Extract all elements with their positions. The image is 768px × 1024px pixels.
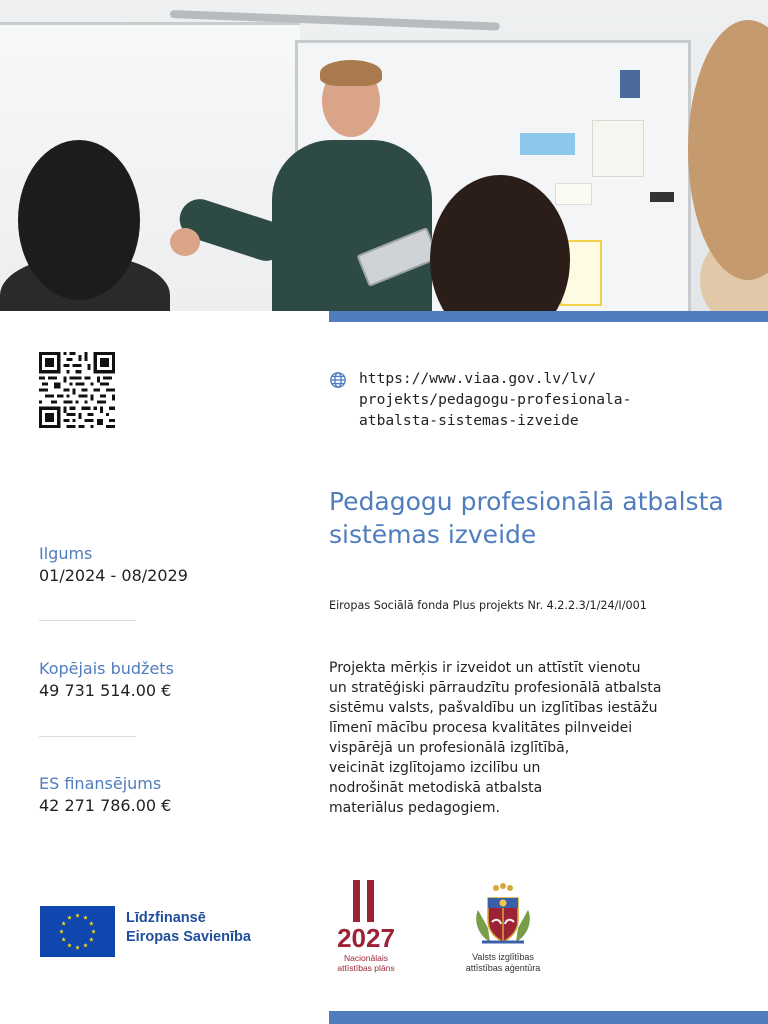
project-description: Projekta mērķis ir izveidot un attīstīt vienotu un stratēģiski pārraudzītu profesionālā atbalsta sistēmu valsts, pašvaldību un izglītības iestāžu līmenī mācību procesa kvalitātes pilnveidei vispārējā un profesionālā izglītībā, veicināt izglītojamo izcilību un nodrošināt metodiskā atbalsta materiālus pedagogiem.	[329, 660, 662, 816]
board-note	[650, 192, 674, 202]
accent-bar-top	[329, 311, 768, 322]
project-url-link[interactable]: https://www.viaa.gov.lv/lv/ projekts/pedagogu-profesionala- atbalsta-sistemas-izveide	[359, 370, 632, 429]
viaa-line-1: Valsts izglītības	[472, 952, 534, 962]
stat-value: 01/2024 - 08/2029	[39, 566, 188, 585]
student-head	[18, 140, 140, 300]
divider	[39, 736, 136, 737]
nap-name	[320, 953, 412, 973]
nap-year: 2027	[337, 923, 395, 953]
project-title: Pedagogu profesionālā atbalsta sistēmas izveide	[329, 487, 724, 549]
stat-value: 49 731 514.00 €	[39, 681, 172, 700]
stat-value: 42 271 786.00 €	[39, 796, 172, 815]
nap-line-2: attīstības plāns	[337, 963, 395, 973]
viaa-name	[450, 952, 556, 974]
eu-line-1: Līdzfinansē	[126, 910, 206, 926]
stat-duration	[39, 543, 279, 587]
board-note	[620, 70, 640, 98]
eu-line-2: Eiropas Savienība	[126, 929, 251, 945]
teacher-hair	[320, 60, 382, 86]
stat-label: Kopējais budžets	[39, 659, 174, 678]
eu-flag-icon	[40, 906, 115, 957]
divider	[39, 620, 136, 621]
stat-label: Ilgums	[39, 544, 93, 563]
globe-icon	[329, 371, 347, 389]
nap-line-1: Nacionālais	[344, 953, 388, 963]
hero-photo	[0, 0, 768, 311]
eu-cofinanced-text	[126, 909, 251, 947]
accent-bar-bottom	[329, 1011, 768, 1024]
qr-code-icon[interactable]	[39, 352, 115, 428]
stat-label: ES finansējums	[39, 774, 162, 793]
teacher-hand	[170, 228, 200, 256]
board-note	[555, 183, 592, 205]
board-note	[592, 120, 644, 177]
stat-total-budget	[39, 658, 279, 702]
teacher-body	[272, 140, 432, 311]
stat-eu-funding	[39, 773, 279, 817]
project-number: Eiropas Sociālā fonda Plus projekts Nr. 4.2.2.3/1/24/I/001	[329, 599, 647, 612]
board-note	[520, 133, 575, 155]
viaa-line-2: attīstības aģentūra	[465, 963, 541, 973]
latvia-coat-of-arms-icon	[472, 882, 534, 948]
